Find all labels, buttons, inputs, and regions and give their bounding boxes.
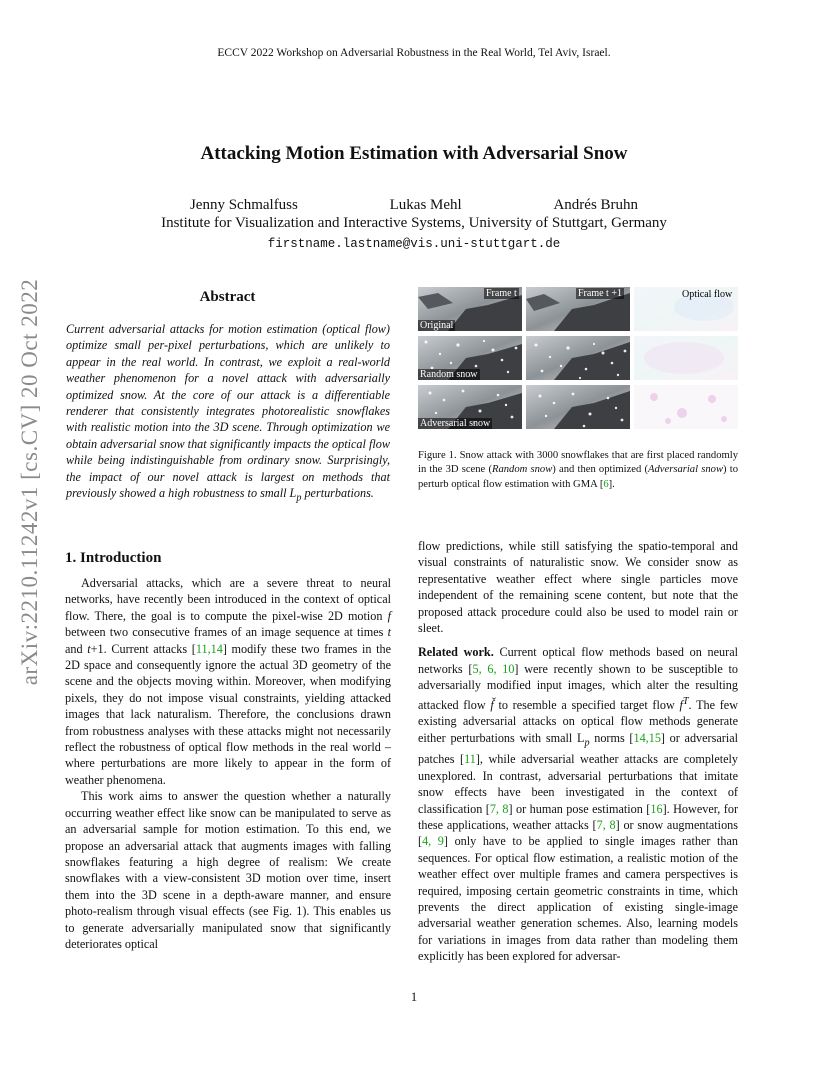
- section-heading-introduction: 1. Introduction: [65, 550, 162, 566]
- col-label-frame-t: Frame t: [486, 288, 517, 299]
- intro-paragraph-continued: flow predictions, while still satisfying the spatio-temporal and visual constraints of naturalistic snow. We consider snow as representative weather effect where single particles move independent of the remaining scene content, but note that the proposed attack procedure could also be used to model rain or sleet.: [418, 539, 738, 636]
- frame-t1-random-snow-image: [526, 336, 630, 380]
- related-work-paragraph: Related work. Current optical flow methods based on neural networks [5, 6, 10] were recently shown to be susceptible to adversarially modified input images, which alter the resulting attacked flow f̌ to resemble a specified target flow $f^T$. The few existing adversarial attacks on optical flow methods generate either perturbations with small $L_p$ norms [14,15] or adversarial patches [11], while adversarial weather attacks are completely unexplored. In contrast, adversarial perturbations that imitate snow effects have been investigated in the context of classification [7, 8] or human pose estimation [16]. However, for these applications, weather attacks [7, 8] or snow augmentations [4, 9] only have to be applied to single images rather than sequences. For optical flow estimation, a realistic motion of the weather effect over multiple frames and camera perspectives is required, imposing certain geometric constraints in time, which prevents the direct application of existing single-image adversarial weather generation schemes. Also, learning models for variations in images from data rather than modeling them explicitly has been explored for adversar-: [418, 645, 739, 964]
- contact-email: firstname.lastname@vis.uni-stuttgart.de: [267, 237, 561, 251]
- row-label-random-snow: Random snow: [420, 369, 478, 380]
- arxiv-stamp-text: arXiv:2210.11242v1 [cs.CV] 20 Oct 2022: [17, 278, 42, 686]
- citation-link[interactable]: 11: [464, 752, 476, 767]
- citation-link[interactable]: 11,14: [195, 641, 223, 656]
- row-label-adversarial-snow: Adversarial snow: [420, 418, 491, 429]
- author-name: Lukas Mehl: [389, 197, 462, 213]
- intro-right-column: [418, 538, 738, 965]
- author-list: [0, 197, 828, 214]
- page-number: 1: [410, 990, 418, 1004]
- author-name: Jenny Schmalfuss: [189, 197, 298, 213]
- figure-1: [418, 287, 738, 429]
- intro-paragraph-2: This work aims to answer the question whether a naturally occurring weather effect like snow can be manipulated to serve as an adversarial sample for motion estimation. To this end, we propose an adversarial attack that augments images with falling snowflakes featuring a high degree of realism: We create snowflakes with a view-consistent 3D motion over time, insert them into the 3D scene in a depth-aware manner, and ensure photo-realism through visual effects (see Fig. 1). This enables us to generate adversarially manipulated snow that significantly deteriorates optical: [65, 789, 391, 951]
- frame-t1-adversarial-snow-image: [526, 385, 630, 429]
- abstract-body: Current adversarial attacks for motion estimation (optical flow) optimize small per-pixel perturbations, which are unlikely to appear in the real world. In contrast, we exploit a real-world weather phenomenon for a novel attack with adversarially optimized snow. At the core of our attack is a differentiable renderer that consistently integrates photorealistic snowflakes with realistic motion into the 3D scene. Through optimization we obtain adversarial snow that significantly impacts the optical flow while being indistinguishable from ordinary snow. Surprisingly, the impact of our novel attack is largest on methods that previously showed a high robustness to small $L_p$ perturbations.: [66, 322, 390, 504]
- citation-link[interactable]: 7, 8: [489, 801, 509, 816]
- intro-left-column: [65, 575, 391, 952]
- optical-flow-random-snow-image: [634, 336, 738, 380]
- citation-link[interactable]: 5, 6, 10: [472, 661, 515, 676]
- row-label-original: Original: [420, 320, 454, 331]
- intro-paragraph-1: Adversarial attacks, which are a severe threat to neural networks, have recently been introduced in the context of optical flow. There, the goal is to compute the pixel-wise 2D motion f between two consecutive frames of an image sequence at times t and t+1. Current attacks [11,14] modify these two frames in the 2D space and consequently ignore the actual 3D geometry of the scene and the objects moving within. Moreover, when modifying pixels, they do not impose visual constraints, yielding attacked images that lack naturalism. Therefore, the conclusions drawn from robustness analyses with these attacks might not necessarily reflect the robustness of optical flow methods in the real world – where perturbations are more likely to appear in the form of weather phenomena.: [65, 576, 391, 787]
- optical-flow-adversarial-snow-image: [634, 385, 738, 429]
- affiliation: Institute for Visualization and Interactive Systems, University of Stuttgart, Germany: [161, 215, 667, 231]
- col-label-frame-t1: Frame t +1: [578, 288, 622, 299]
- paper-title: Attacking Motion Estimation with Adversarial Snow: [200, 143, 628, 164]
- citation-link[interactable]: 14,15: [633, 730, 661, 745]
- citation-link[interactable]: 6: [603, 478, 609, 490]
- figure-caption: Figure 1. Snow attack with 3000 snowflakes that are first placed randomly in the 3D scene (Random snow) and then optimized (Adversarial snow) to perturb optical flow estimation with GMA [6].: [418, 450, 738, 490]
- citation-link[interactable]: 7, 8: [596, 818, 616, 832]
- col-label-optical-flow: Optical flow: [682, 289, 733, 300]
- venue-line: ECCV 2022 Workshop on Adversarial Robustness in the Real World, Tel Aviv, Israel.: [217, 47, 611, 59]
- author-name: Andrés Bruhn: [553, 197, 639, 213]
- citation-link[interactable]: 4, 9: [422, 834, 444, 849]
- arxiv-stamp: [16, 278, 44, 686]
- abstract-heading: Abstract: [199, 289, 256, 305]
- citation-link[interactable]: 16: [650, 801, 663, 816]
